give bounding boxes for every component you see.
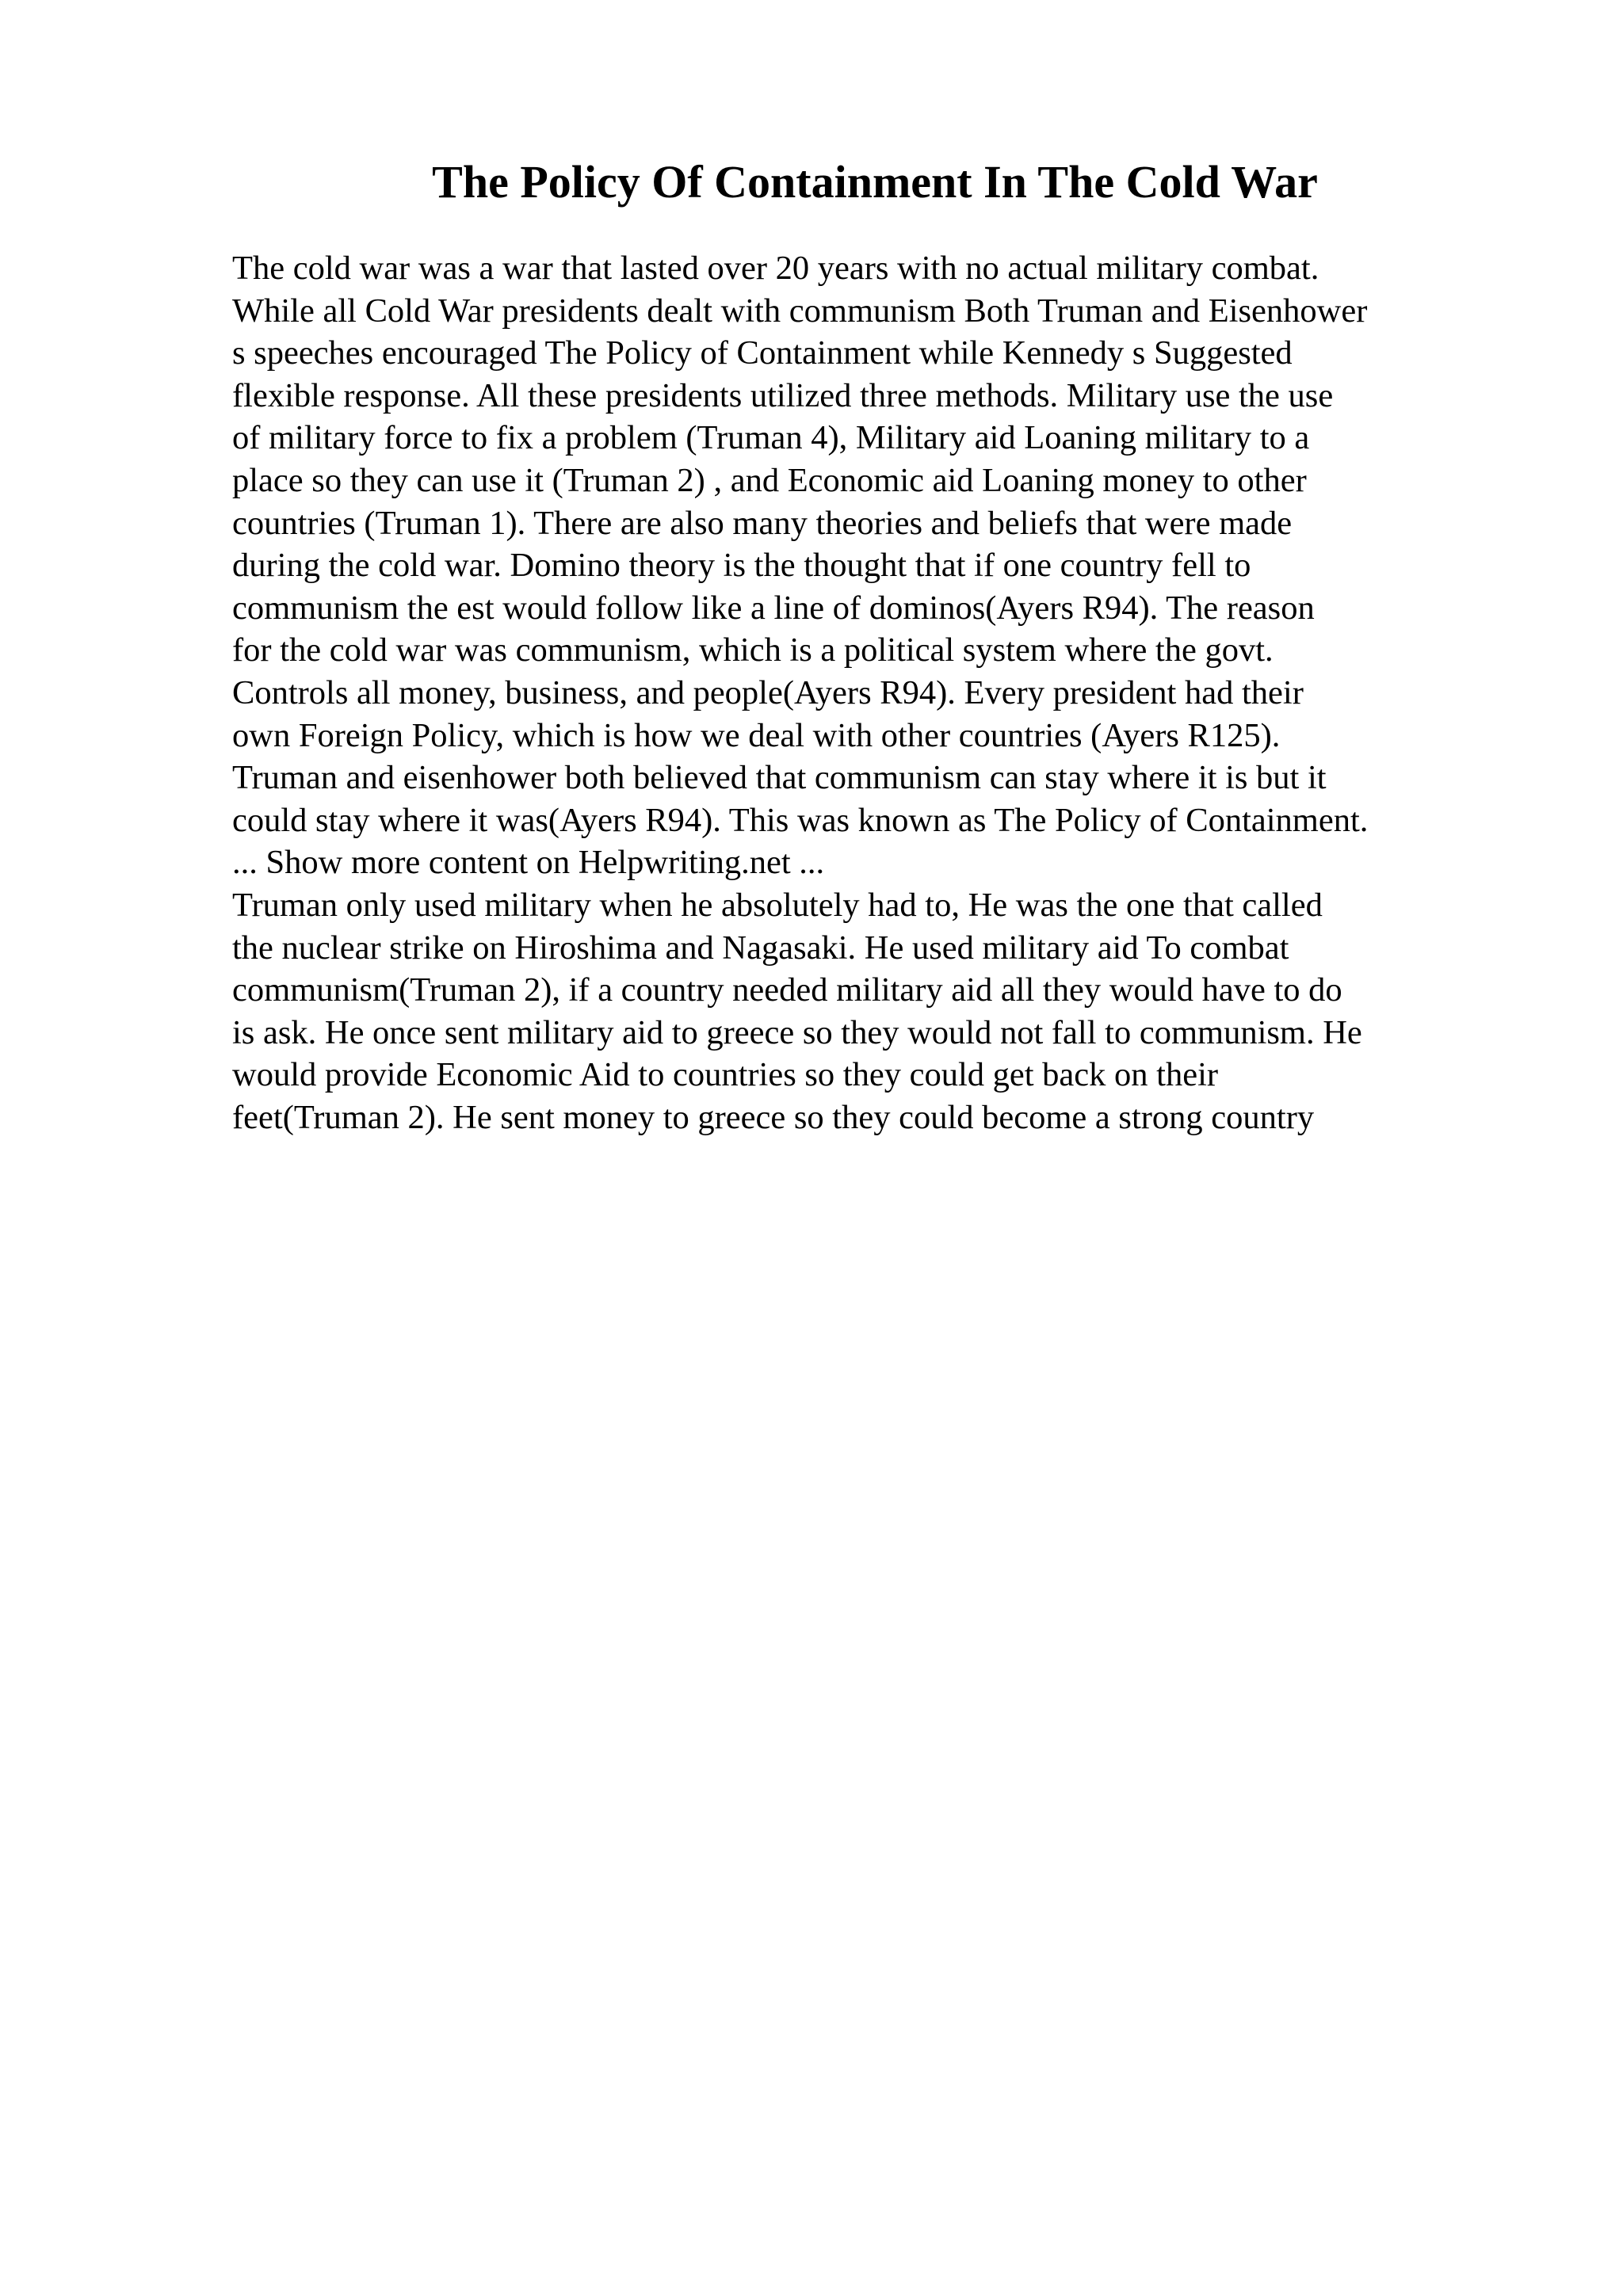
paragraph-line: would provide Economic Aid to countries so they could get back on their (232, 1056, 1219, 1094)
document-body (232, 247, 1516, 1138)
paragraph-line: flexible response. All these presidents utilized three methods. Military use the use (232, 376, 1334, 414)
paragraph-line: s speeches encouraged The Policy of Containment while Kennedy s Suggested (232, 334, 1293, 372)
page-title: The Policy Of Containment In The Cold War (432, 156, 1318, 208)
paragraph-line: communism(Truman 2), if a country needed military aid all they would have to do (232, 971, 1342, 1009)
paragraph-line: the nuclear strike on Hiroshima and Nagasaki. He used military aid To combat (232, 929, 1289, 967)
paragraph-line: of military force to fix a problem (Truman 4), Military aid Loaning military to a (232, 419, 1310, 457)
paragraph-line: countries (Truman 1). There are also many theories and beliefs that were made (232, 504, 1293, 542)
paragraph-line: Truman and eisenhower both believed that communism can stay where it is but it (232, 759, 1327, 797)
paragraph-line: The cold war was a war that lasted over 20 years with no actual military combat. (232, 250, 1319, 287)
paragraph-line: own Foreign Policy, which is how we deal with other countries (Ayers R125). (232, 716, 1281, 754)
paragraph-line: is ask. He once sent military aid to greece so they would not fall to communism. He (232, 1013, 1362, 1051)
paragraph-line: feet(Truman 2). He sent money to greece so they could become a strong country (232, 1098, 1315, 1136)
paragraph-1 (232, 247, 1516, 841)
show-more-link[interactable]: ... Show more content on Helpwriting.net ... (232, 844, 825, 882)
paragraph-line: communism the est would follow like a line of dominos(Ayers R94). The reason (232, 589, 1315, 627)
paragraph-2 (232, 884, 1516, 1139)
paragraph-line: While all Cold War presidents dealt with communism Both Truman and Eisenhower (232, 292, 1368, 330)
paragraph-line: for the cold war was communism, which is a political system where the govt. (232, 631, 1274, 669)
paragraph-line: could stay where it was(Ayers R94). This was known as The Policy of Containment. (232, 801, 1369, 839)
paragraph-line: Controls all money, business, and people(Ayers R94). Every president had their (232, 673, 1304, 711)
paragraph-line: place so they can use it (Truman 2) , and Economic aid Loaning money to other (232, 461, 1307, 499)
paragraph-line: Truman only used military when he absolutely had to, He was the one that called (232, 886, 1323, 924)
paragraph-line: during the cold war. Domino theory is the thought that if one country fell to (232, 547, 1251, 585)
